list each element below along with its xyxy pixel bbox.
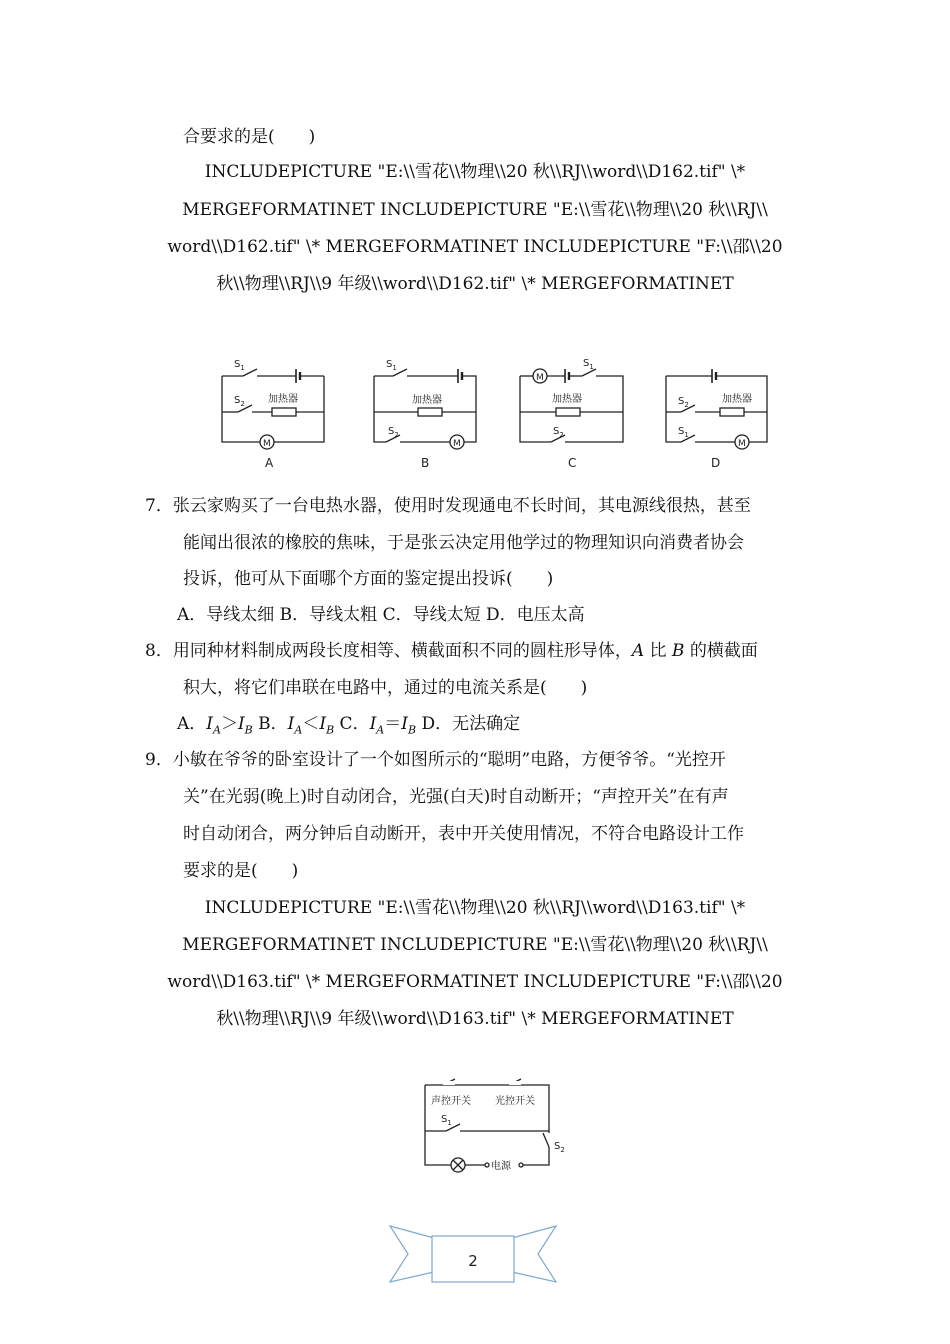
q9-line: 关”在光弱(晚上)时自动闭合，光强(白天)时自动断开；“声控开关”在有声: [183, 787, 729, 807]
option-label: D: [711, 456, 721, 470]
light-switch-label: 光控开关: [495, 1096, 535, 1107]
motor-label: M: [263, 439, 271, 449]
q7-line: 7．张云家购买了一台电热水器，使用时发现通电不长时间，其电源线很热，甚至: [145, 496, 751, 516]
switch-label: $S_1$: [678, 426, 689, 439]
q7-choices: A．导线太细 B．导线太粗 C．导线太短 D．电压太高: [177, 605, 585, 625]
field-code-line: MERGEFORMATINET INCLUDEPICTURE "E:\\雪花\\物理\\20 秋\\RJ\\: [182, 200, 768, 220]
field-code-line: 秋\\物理\\RJ\\9 年级\\word\\D163.tif" \* MERGEFORMATINET: [216, 1009, 734, 1029]
q8-line: 8．用同种材料制成两段长度相等、横截面积不同的圆柱形导体，A 比 B 的横截面: [145, 641, 758, 661]
field-code-line: INCLUDEPICTURE "E:\\雪花\\物理\\20 秋\\RJ\\word\\D162.tif" \*: [204, 162, 746, 182]
circuit-a: [222, 369, 324, 449]
power-label: 电源: [491, 1161, 511, 1172]
ribbon-right-tail: [512, 1226, 556, 1282]
option-label: A: [265, 456, 274, 470]
q8-choices: A．$I_A>I_B$ B．$I_A<I_B$ C．$I_A=I_B$ D．无法确定: [177, 714, 521, 737]
switch-label: $S_2$: [234, 395, 245, 408]
q7-line: 能闻出很浓的橡胶的焦味，于是张云决定用他学过的物理知识向消费者协会: [183, 533, 744, 553]
switch-label: $S_2$: [553, 426, 564, 439]
page-number: 2: [468, 1252, 478, 1270]
field-code-line: word\\D162.tif" \* MERGEFORMATINET INCLUDEPICTURE "F:\\邵\\20: [167, 237, 783, 257]
circuit-b: [374, 369, 476, 449]
field-code-line: 秋\\物理\\RJ\\9 年级\\word\\D162.tif" \* MERGEFORMATINET: [216, 274, 734, 294]
circuit-options-figure: [210, 350, 780, 475]
field-code-line: MERGEFORMATINET INCLUDEPICTURE "E:\\雪花\\物理\\20 秋\\RJ\\: [182, 935, 768, 955]
option-label: C: [568, 456, 577, 470]
heater-label: 加热器: [722, 394, 752, 405]
option-label: B: [421, 456, 430, 470]
heater-label: 加热器: [412, 395, 442, 406]
ribbon-left-tail: [390, 1226, 434, 1282]
circuit-d: [666, 369, 767, 449]
q9-line: 时自动闭合，两分钟后自动断开，表中开关使用情况，不符合电路设计工作: [183, 824, 744, 844]
motor-label: M: [536, 373, 544, 383]
sound-switch-label: 声控开关: [431, 1096, 471, 1107]
q7-line: 投诉，他可从下面哪个方面的鉴定提出投诉( ): [183, 569, 554, 589]
q9-line: 要求的是( ): [183, 861, 299, 881]
heater-label: 加热器: [268, 394, 298, 405]
field-code-line: INCLUDEPICTURE "E:\\雪花\\物理\\20 秋\\RJ\\word\\D163.tif" \*: [204, 898, 746, 918]
motor-label: M: [738, 439, 746, 449]
q9-line: 9．小敏在爷爷的卧室设计了一个如图所示的“聪明”电路，方便爷爷。“光控开: [145, 750, 726, 770]
field-code-line: word\\D163.tif" \* MERGEFORMATINET INCLUDEPICTURE "F:\\邵\\20: [167, 972, 783, 992]
switch-label: $S_1$: [583, 358, 594, 371]
question-lead: 合要求的是( ): [183, 127, 316, 147]
page-number-ribbon: [388, 1222, 558, 1286]
switch-label: $S_1$: [386, 359, 397, 372]
switch-label: $S_1$: [441, 1114, 452, 1127]
motor-label: M: [453, 439, 461, 449]
switch-label: $S_1$: [234, 359, 245, 372]
switch-label: $S_2$: [554, 1141, 565, 1154]
q8-line: 积大，将它们串联在电路中，通过的电流关系是( ): [183, 678, 588, 698]
switch-label: $S_2$: [678, 396, 689, 409]
heater-label: 加热器: [552, 394, 582, 405]
switch-label: $S_2$: [388, 426, 399, 439]
smart-circuit-figure: [415, 1075, 575, 1180]
